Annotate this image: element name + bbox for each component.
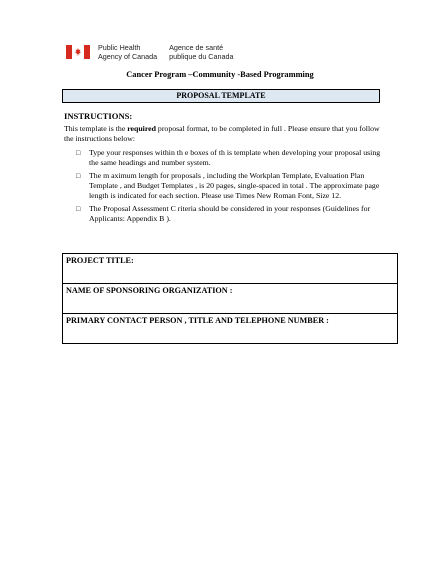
sponsoring-organization-field[interactable] [63, 284, 397, 314]
checkbox-bullet-icon: □ [76, 149, 81, 157]
project-title-field[interactable] [63, 254, 397, 284]
list-item [76, 171, 382, 201]
project-title-label: PROJECT TITLE: [66, 256, 134, 265]
instructions-list [76, 148, 382, 227]
intro-text-post: proposal format, to be completed in full . Please ensure that you follow the instructions below: [64, 124, 380, 143]
agency-name-fr-line1: Agence de santé [169, 43, 224, 52]
agency-name-fr-line2: publique du Canada [169, 51, 234, 61]
instructions-intro [64, 124, 384, 144]
checkbox-bullet-icon: □ [76, 205, 81, 213]
government-logo [66, 44, 243, 61]
list-item-text: The m aximum length for proposals , including the Workplan Template, Evaluation Plan Template , and Budget Templates , is 20 pages, single-spaced in total . The approximate page length is indicated for each section. Please use Times New Roman Font, Size 12. [89, 171, 380, 200]
intro-text-required: required [127, 124, 156, 133]
list-item [76, 148, 382, 168]
list-item [76, 204, 382, 224]
list-item-text: Type your responses within th e boxes of th is template when developing your proposal using the same headings and number system. [89, 148, 381, 167]
primary-contact-label: PRIMARY CONTACT PERSON , TITLE AND TELEPHONE NUMBER : [66, 316, 329, 325]
primary-contact-field[interactable] [63, 314, 397, 343]
intro-text-pre: This template is the [64, 124, 128, 133]
agency-name-en-line2: Agency of Canada [98, 51, 158, 61]
checkbox-bullet-icon: □ [76, 172, 81, 180]
program-title: Cancer Program –Community -Based Programming [126, 70, 314, 79]
list-item-text: The Proposal Assessment C riteria should be considered in your responses (Guidelines for Applicants: Appendix B ). [89, 204, 371, 223]
proposal-fields-table [62, 253, 398, 344]
canada-flag-icon [66, 45, 90, 59]
sponsoring-organization-label: NAME OF SPONSORING ORGANIZATION : [66, 286, 233, 295]
instructions-heading: INSTRUCTIONS: [64, 111, 133, 121]
agency-name-en-line1: Public Health [98, 43, 141, 52]
proposal-template-banner: PROPOSAL TEMPLATE [62, 89, 380, 103]
